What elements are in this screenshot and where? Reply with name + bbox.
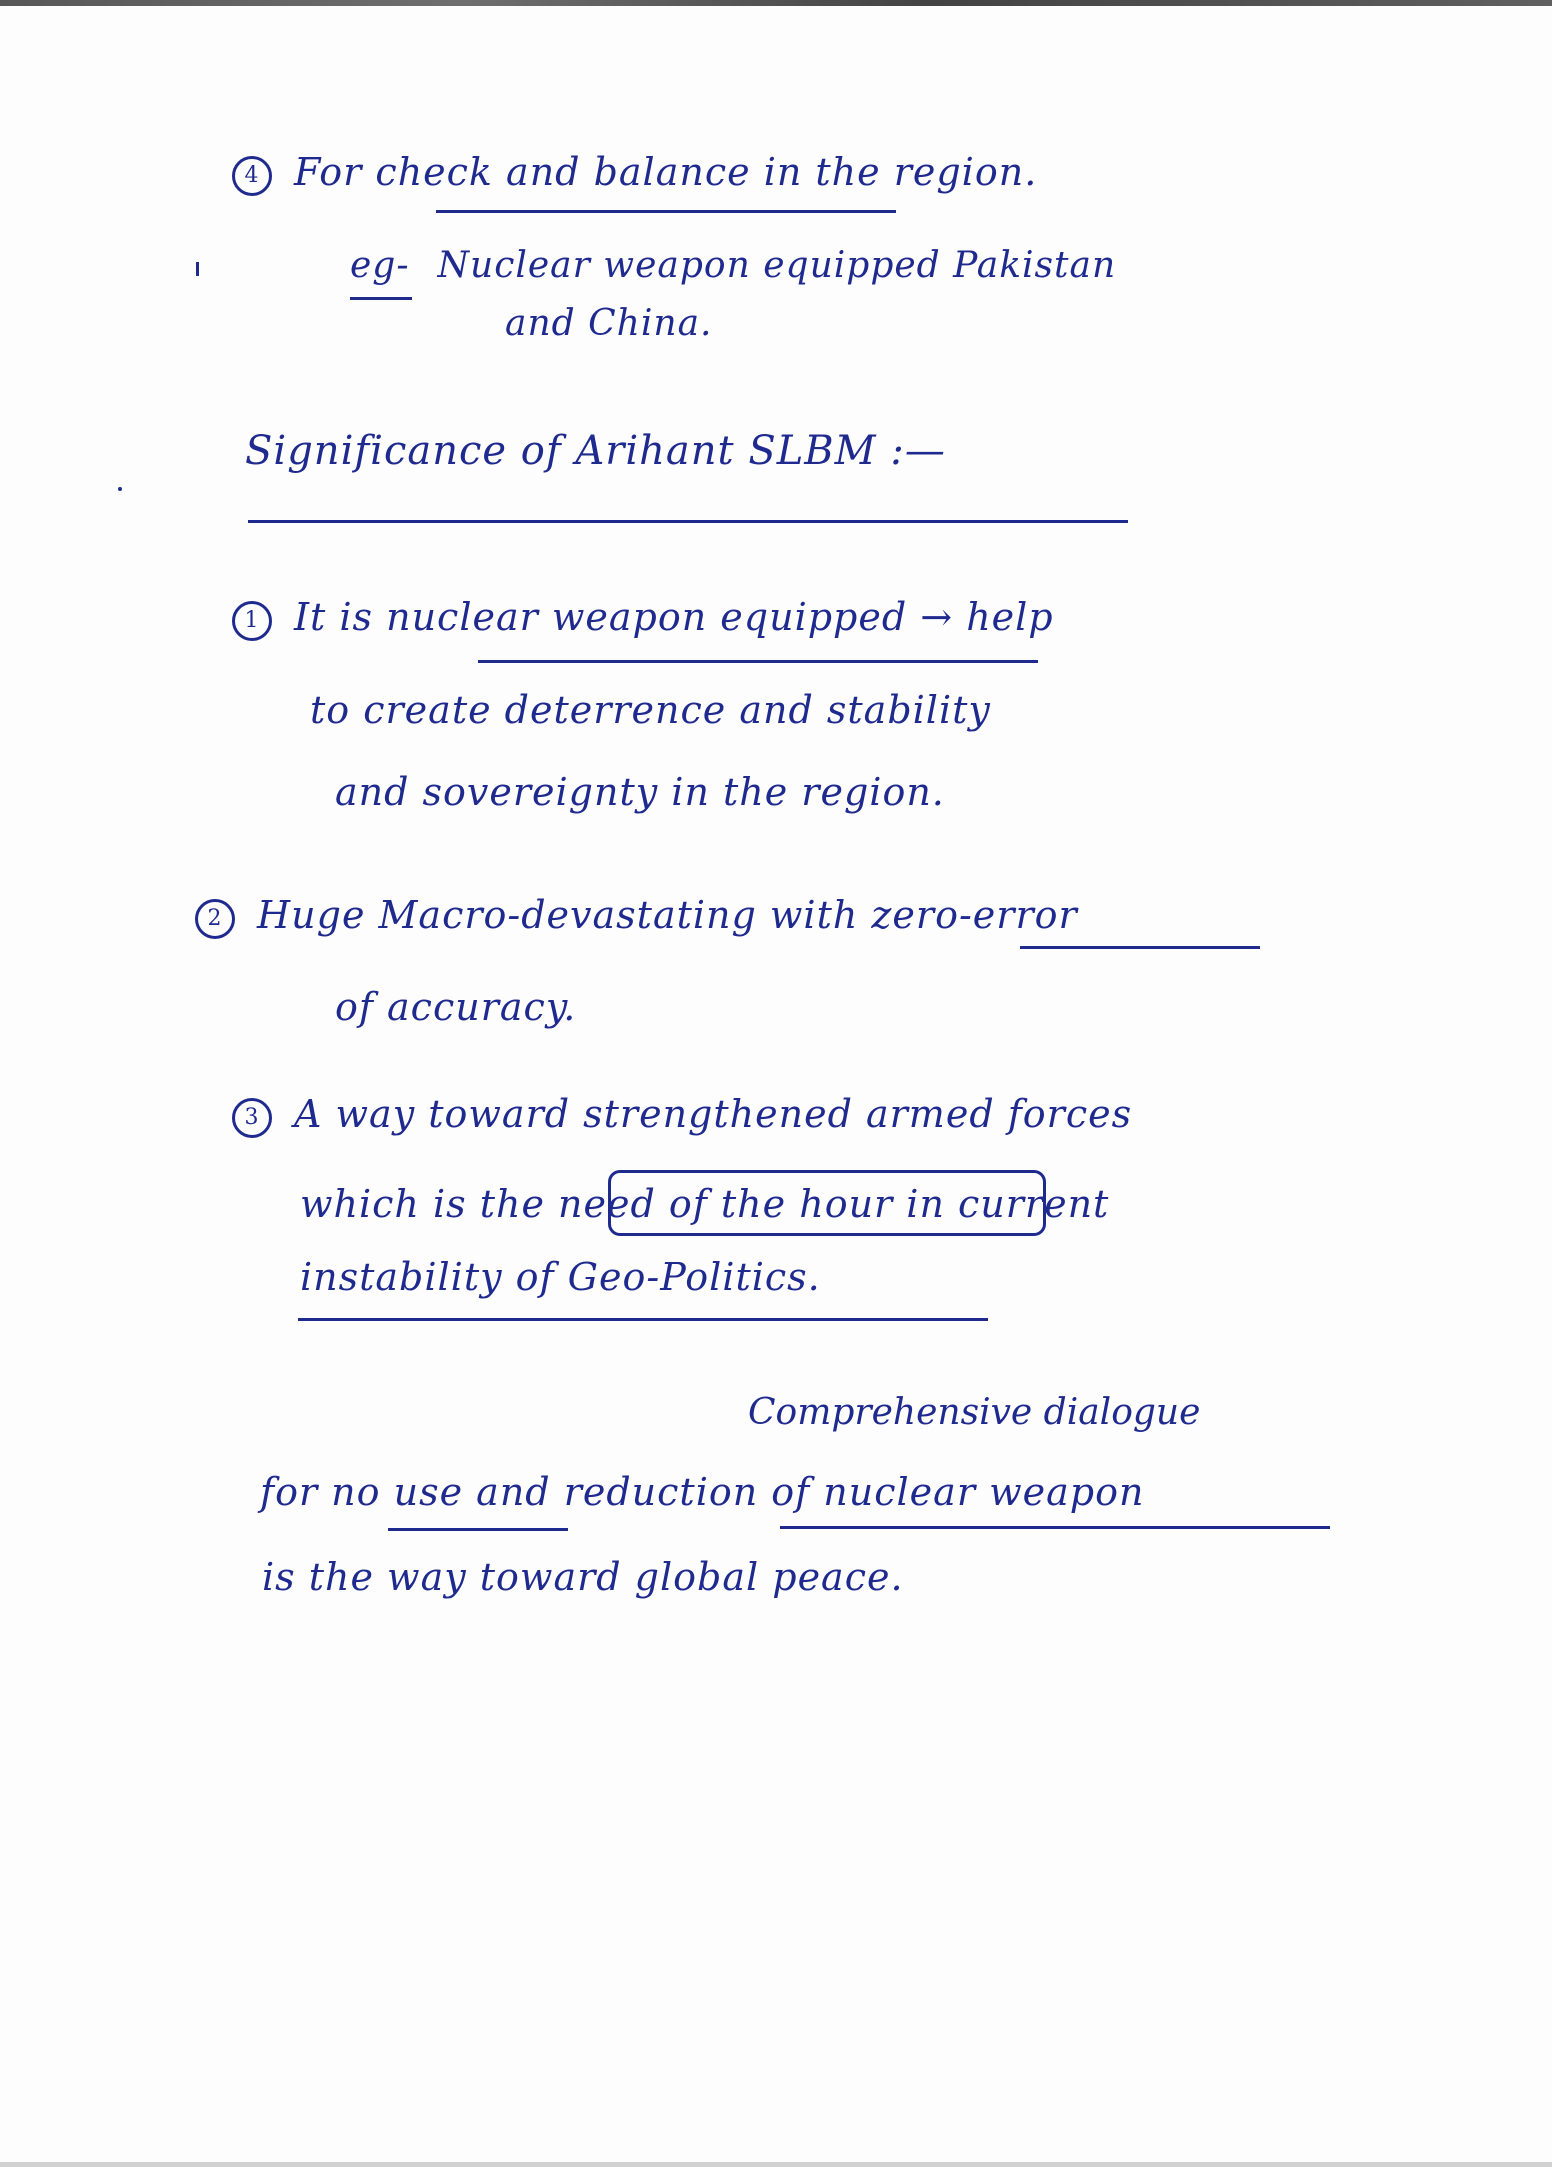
conclusion-line2 <box>262 1555 904 1599</box>
conclusion-text-line2: is the way toward global peace. <box>262 1555 904 1599</box>
point-4-example-line2 <box>505 303 712 344</box>
point-2-text-line1: Huge Macro-devastating with zero-error <box>257 893 1078 937</box>
point-2-text-line2: of accuracy. <box>335 985 577 1029</box>
stray-mark <box>196 262 199 276</box>
example-text-line2: and China. <box>505 303 713 344</box>
underline-no-use <box>388 1528 568 1531</box>
point-4-text: For check and balance in the region. <box>294 150 1038 194</box>
conclusion-line1 <box>260 1470 1144 1514</box>
point-3-line3 <box>300 1255 821 1299</box>
conclusion-text-line1: for no use and reduction of nuclear weapon <box>260 1470 1145 1514</box>
underline-nuclear-weapon-equipped <box>478 660 1038 663</box>
conclusion-insertion-text: Comprehensive dialogue <box>748 1392 1201 1433</box>
point-3-text-line3: instability of Geo-Politics. <box>300 1255 821 1299</box>
point-1-line1 <box>232 595 1054 641</box>
underline-reduction-nuclear-weapon <box>780 1526 1330 1529</box>
scan-edge-top <box>0 0 1552 6</box>
section-heading <box>245 428 946 474</box>
point-2-line1 <box>195 893 1078 939</box>
point-4-number: 4 <box>232 156 272 196</box>
point-3-line1 <box>232 1092 1132 1138</box>
example-text-line1: Nuclear weapon equipped Pakistan <box>437 245 1117 286</box>
point-1-text-line1: It is nuclear weapon equipped → help <box>294 595 1054 639</box>
point-1-line3 <box>335 770 945 814</box>
underline-check-and-balance <box>436 210 896 213</box>
point-4-example-line1 <box>350 245 1116 286</box>
underline-eg <box>350 297 412 300</box>
underline-instability <box>298 1318 988 1321</box>
point-1-text-line3: and sovereignty in the region. <box>335 770 945 814</box>
underline-zero-error <box>1020 946 1260 949</box>
heading-underline <box>248 520 1128 523</box>
point-4-line <box>232 150 1037 196</box>
point-2-number: 2 <box>195 899 235 939</box>
point-2-line2 <box>335 985 576 1029</box>
stray-dot <box>118 487 122 491</box>
point-3-text-line2: which is the need of the hour in current <box>300 1182 1110 1226</box>
conclusion-insertion <box>748 1392 1200 1433</box>
point-3-text-line1: A way toward strengthened armed forces <box>294 1092 1133 1136</box>
section-heading-text: Significance of Arihant SLBM :— <box>245 428 946 474</box>
scan-edge-bottom <box>0 2162 1552 2167</box>
point-3-number: 3 <box>232 1098 272 1138</box>
point-1-text-line2: to create deterrence and stability <box>310 688 991 732</box>
point-1-number: 1 <box>232 601 272 641</box>
box-need-of-the-hour <box>608 1170 1046 1236</box>
point-1-line2 <box>310 688 991 732</box>
example-prefix: eg- <box>350 245 410 286</box>
